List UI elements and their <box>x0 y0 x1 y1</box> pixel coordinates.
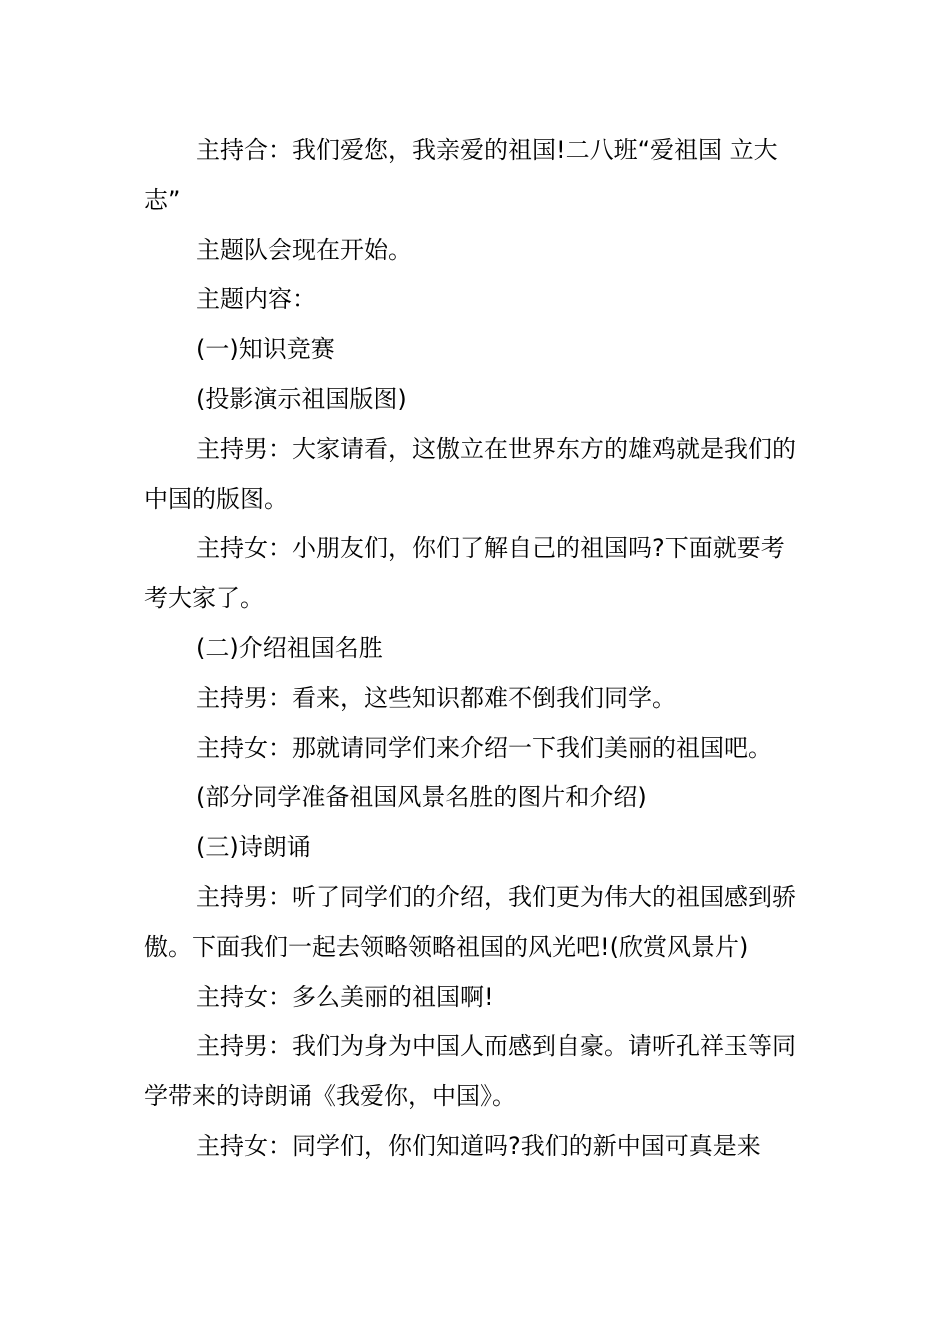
document-body <box>144 126 808 1172</box>
paragraph-host-female-3: 主持女：多么美丽的祖国啊! <box>196 982 494 1011</box>
paragraph-theme-content: 主题内容： <box>196 285 316 314</box>
section-heading-scenery: (二)介绍祖国名胜 <box>196 633 383 662</box>
paragraph-host-male-3: 主持男：听了同学们的介绍，我们更为伟大的祖国感到骄傲。下面我们一起去领略领略祖国的风光吧!(欣赏风景片) <box>144 882 796 961</box>
paragraph-host-female-2: 主持女：那就请同学们来介绍一下我们美丽的祖国吧。 <box>196 733 772 762</box>
paragraph-host-female-4: 主持女：同学们，你们知道吗?我们的新中国可真是来 <box>196 1131 761 1160</box>
stage-note-map: (投影演示祖国版图) <box>196 384 407 413</box>
section-heading-poem: (三)诗朗诵 <box>196 833 311 862</box>
paragraph-host-male-4: 主持男：我们为身为中国人而感到自豪。请听孔祥玉等同学带来的诗朗诵《我爱你，中国》。 <box>144 1032 796 1111</box>
paragraph-host-male-2: 主持男：看来，这些知识都难不倒我们同学。 <box>196 683 676 712</box>
paragraph-meeting-start: 主题队会现在开始。 <box>196 235 412 264</box>
paragraph-host-female-1: 主持女：小朋友们，你们了解自己的祖国吗?下面就要考考大家了。 <box>144 534 785 613</box>
section-heading-quiz: (一)知识竞赛 <box>196 335 335 364</box>
paragraph-host-together: 主持合：我们爱您，我亲爱的祖国!二八班“爱祖国 立大志” <box>144 136 778 214</box>
stage-note-pictures: (部分同学准备祖国风景名胜的图片和介绍) <box>196 783 647 812</box>
paragraph-host-male-1: 主持男：大家请看，这傲立在世界东方的雄鸡就是我们的中国的版图。 <box>144 434 796 513</box>
